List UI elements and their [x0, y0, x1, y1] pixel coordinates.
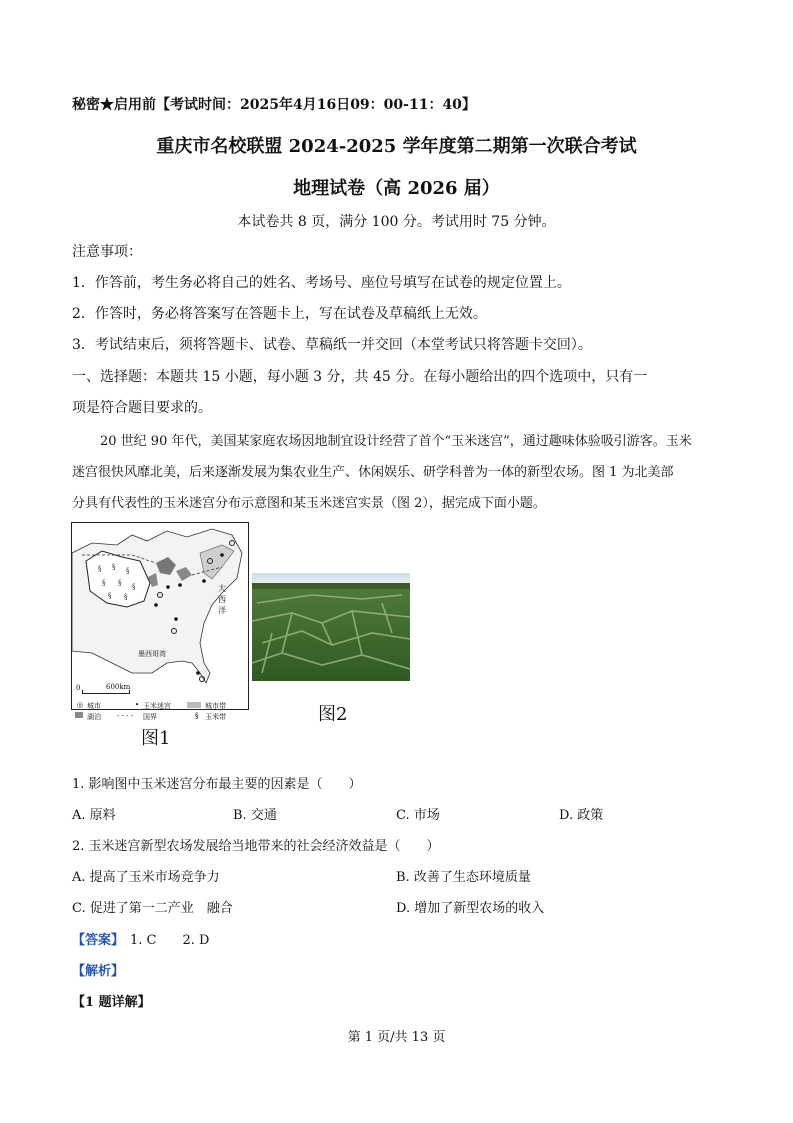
exam-title: 重庆市名校联盟 2024-2025 学年度第二期第一次联合考试 [156, 136, 637, 157]
q1-option-d: D. 政策 [559, 808, 604, 823]
legend-city: 城市 [87, 702, 101, 710]
question-2-stem: 2. 玉米迷宫新型农场发展给当地带来的社会经济效益是（ ） [72, 839, 440, 854]
note-item-2: 2．作答时，务必将答案写在答题卡上，写在试卷及草稿纸上无效。 [72, 306, 487, 322]
q2-option-a: A. 提高了玉米市场竞争力 [72, 870, 220, 885]
note-item-3: 3．考试结束后，须将答题卡、试卷、草稿纸一并交回（本堂考试只将答题卡交回）。 [72, 337, 592, 353]
scale-label: 600km [106, 683, 131, 691]
svg-text:§: § [118, 579, 122, 587]
answer-label: 【答案】 [72, 933, 125, 948]
svg-text:§: § [102, 579, 106, 587]
legend-city-icon: ◎ [77, 701, 84, 709]
note-item-1: 1．作答前，考生务必将自己的姓名、考场号、座位号填写在试卷的规定位置上。 [72, 275, 571, 291]
notes-heading: 注意事项： [72, 244, 142, 260]
legend-maze-icon: • [135, 701, 140, 709]
north-america-map-graphic [72, 523, 248, 709]
legend-corn-belt-icon: § [195, 712, 199, 720]
confidential-line: 秘密★启用前【考试时间：2025年4月16日09：00-11：40】 [72, 97, 476, 113]
passage-line-3: 分具有代表性的玉米迷宫分布示意图和某玉米迷宫实景（图 2），据完成下面小题。 [72, 496, 546, 511]
exam-subtitle: 地理试卷（高 2026 届） [293, 178, 500, 199]
gulf-label: 墨西哥湾 [138, 650, 166, 658]
legend-corn-belt: 玉米带 [205, 713, 226, 721]
corn-maze-photo-graphic [252, 573, 410, 681]
q1-option-c: C. 市场 [396, 808, 440, 823]
legend-maze: 玉米迷宫 [143, 702, 171, 710]
legend-border: 国界 [143, 713, 157, 721]
figure-1-map [71, 522, 249, 710]
scale-zero: 0 [76, 684, 81, 692]
map-legend [71, 700, 247, 724]
q1-option-a: A. 原料 [72, 808, 116, 823]
legend-urban-belt-icon [187, 702, 201, 708]
q1-option-b: B. 交通 [233, 808, 277, 823]
svg-text:§: § [112, 563, 116, 571]
q2-option-b: B. 改善了生态环境质量 [396, 870, 531, 885]
passage-line-1: 20 世纪 90 年代，美国某家庭农场因地制宜设计经营了首个“玉米迷宫”，通过趣味体验吸引游客。玉米 [100, 434, 692, 449]
q2-option-c: C. 促进了第一二产业 融合 [72, 901, 233, 916]
analysis-label: 【解析】 [72, 964, 125, 979]
svg-text:§: § [124, 593, 128, 601]
section-heading-line1: 一、选择题：本题共 15 小题，每小题 3 分，共 45 分。在每小题给出的四个选项中，只有一 [72, 369, 648, 385]
svg-text:§: § [108, 592, 112, 600]
svg-text:§: § [126, 567, 130, 575]
legend-border-icon: - - - - [117, 712, 134, 720]
svg-text:§: § [98, 565, 102, 573]
figure-2-caption: 图2 [318, 704, 348, 725]
figure-2-photo [252, 573, 410, 681]
detail-label: 【1 题详解】 [72, 995, 151, 1010]
exam-info: 本试卷共 8 页，满分 100 分。考试用时 75 分钟。 [237, 214, 556, 230]
legend-lake-icon [75, 712, 83, 718]
question-1-stem: 1. 影响图中玉米迷宫分布最主要的因素是（ ） [72, 777, 362, 792]
svg-text:§: § [132, 583, 136, 591]
passage-line-2: 迷宫很快风靡北美，后来逐渐发展为集农业生产、休闲娱乐、研学科普为一体的新型农场。图 1 为北美部 [72, 465, 674, 480]
legend-lake: 湖泊 [87, 713, 101, 721]
q2-option-d: D. 增加了新型农场的收入 [396, 901, 545, 916]
answer-value: 1. C 2. D [130, 933, 210, 948]
atlantic-label: 大西洋 [218, 584, 226, 615]
section-heading-line2: 项是符合题目要求的。 [72, 400, 212, 416]
figure-1-caption: 图1 [141, 728, 171, 749]
legend-urban-belt: 城市带 [205, 702, 226, 710]
page-footer: 第 1 页/共 13 页 [347, 1030, 446, 1045]
